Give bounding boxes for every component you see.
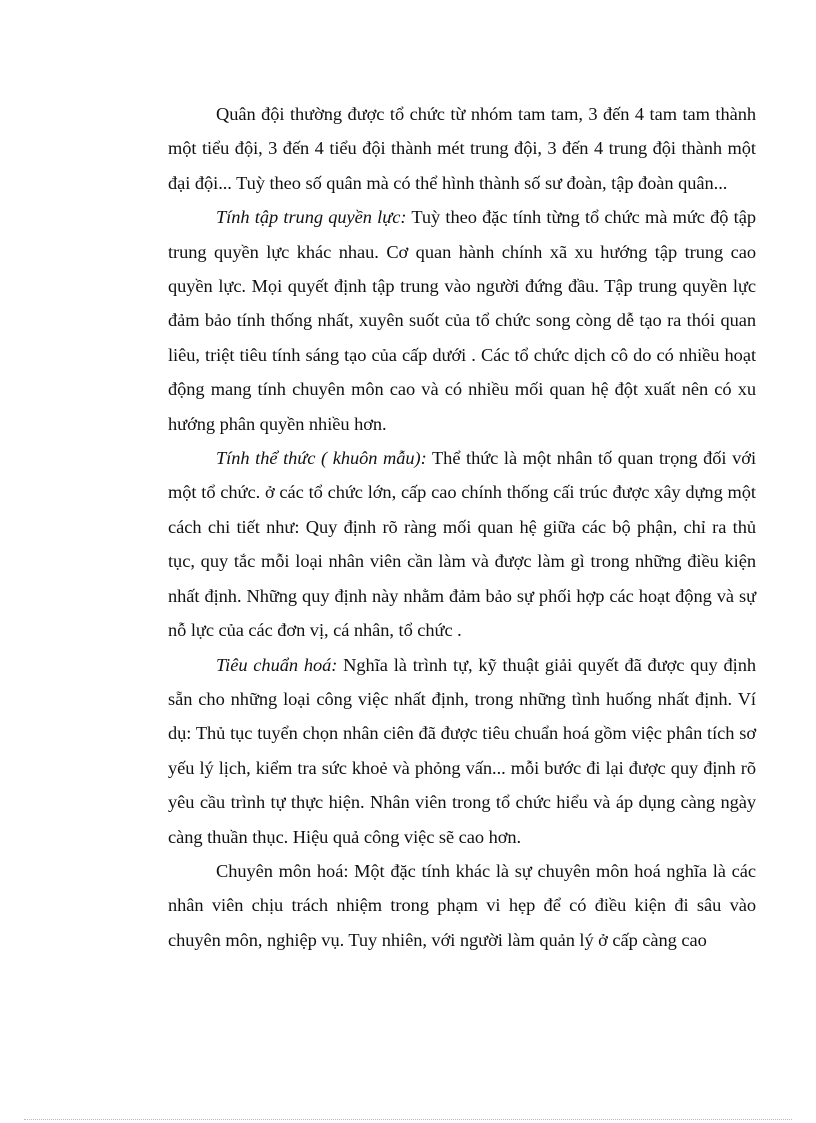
paragraph-centralization	[168, 200, 756, 441]
page-bottom-rule	[24, 1119, 792, 1120]
paragraph-text: Thể thức là một nhân tố quan trọng đối với một tổ chức. ở các tổ chức lớn, cấp cao chính thống cấi trúc được xây dựng một cách chi tiết như: Quy định rõ ràng mối quan hệ giữa các bộ phận, chỉ ra thủ tục, quy tắc mỗi loại nhân viên cần làm và được làm gì trong những điều kiện nhất định. Những quy định này nhằm đảm bảo sự phối hợp các hoạt động và sự nỗ lực của các đơn vị, cá nhân, tổ chức .	[168, 448, 756, 641]
paragraph-term: Tính thể thức ( khuôn mẫu):	[216, 448, 427, 469]
document-body	[168, 97, 756, 957]
paragraph-text: Quân đội thường được tổ chức từ nhóm tam tam, 3 đến 4 tam tam thành một tiểu đội, 3 đến 4 tiểu đội thành mét trung đội, 3 đến 4 trung đội thành một đại đội... Tuỳ theo số quân mà có thể hình thành số sư đoàn, tập đoàn quân...	[168, 104, 756, 193]
paragraph-standardization	[168, 648, 756, 854]
paragraph-text: Chuyên môn hoá: Một đặc tính khác là sự chuyên môn hoá nghĩa là các nhân viên chịu trách nhiệm trong phạm vi hẹp để có điều kiện đi sâu vào chuyên môn, nghiệp vụ. Tuy nhiên, với người làm quản lý ở cấp càng cao	[168, 860, 756, 950]
paragraph-military-organization	[168, 97, 756, 200]
paragraph-text: Nghĩa là trình tự, kỹ thuật giải quyết đã được quy định sẵn cho những loại công việc nhất định, trong những tình huống nhất định. Ví dụ: Thủ tục tuyển chọn nhân ciên đã được tiêu chuẩn hoá gồm việc phân tích sơ yếu lý lịch, kiểm tra sức khoẻ và phỏng vấn... mỗi bước đi lại được quy định rõ yêu cầu trình tự thực hiện. Nhân viên trong tổ chức hiểu và áp dụng càng ngày càng thuần thục. Hiệu quả công việc sẽ cao hơn.	[168, 654, 756, 847]
paragraph-specialization	[168, 854, 756, 957]
paragraph-term: Tính tập trung quyền lực:	[216, 207, 407, 228]
paragraph-text: Tuỳ theo đặc tính từng tổ chức mà mức độ tập trung quyền lực khác nhau. Cơ quan hành chính xã xu hướng tập trung cao quyền lực. Mọi quyết định tập trung vào người đứng đầu. Tập trung quyền lực đảm bảo tính thống nhất, xuyên suốt của tổ chức song còng dễ tạo ra thói quan liêu, triệt tiêu tính sáng tạo của cấp dưới . Các tổ chức dịch cô do có nhiều hoạt động mang tính chuyên môn cao và có nhiều mối quan hệ đột xuất nên có xu hướng phân quyền nhiều hơn.	[168, 207, 756, 434]
paragraph-formalization	[168, 441, 756, 647]
paragraph-term: Tiêu chuẩn hoá:	[216, 654, 338, 675]
